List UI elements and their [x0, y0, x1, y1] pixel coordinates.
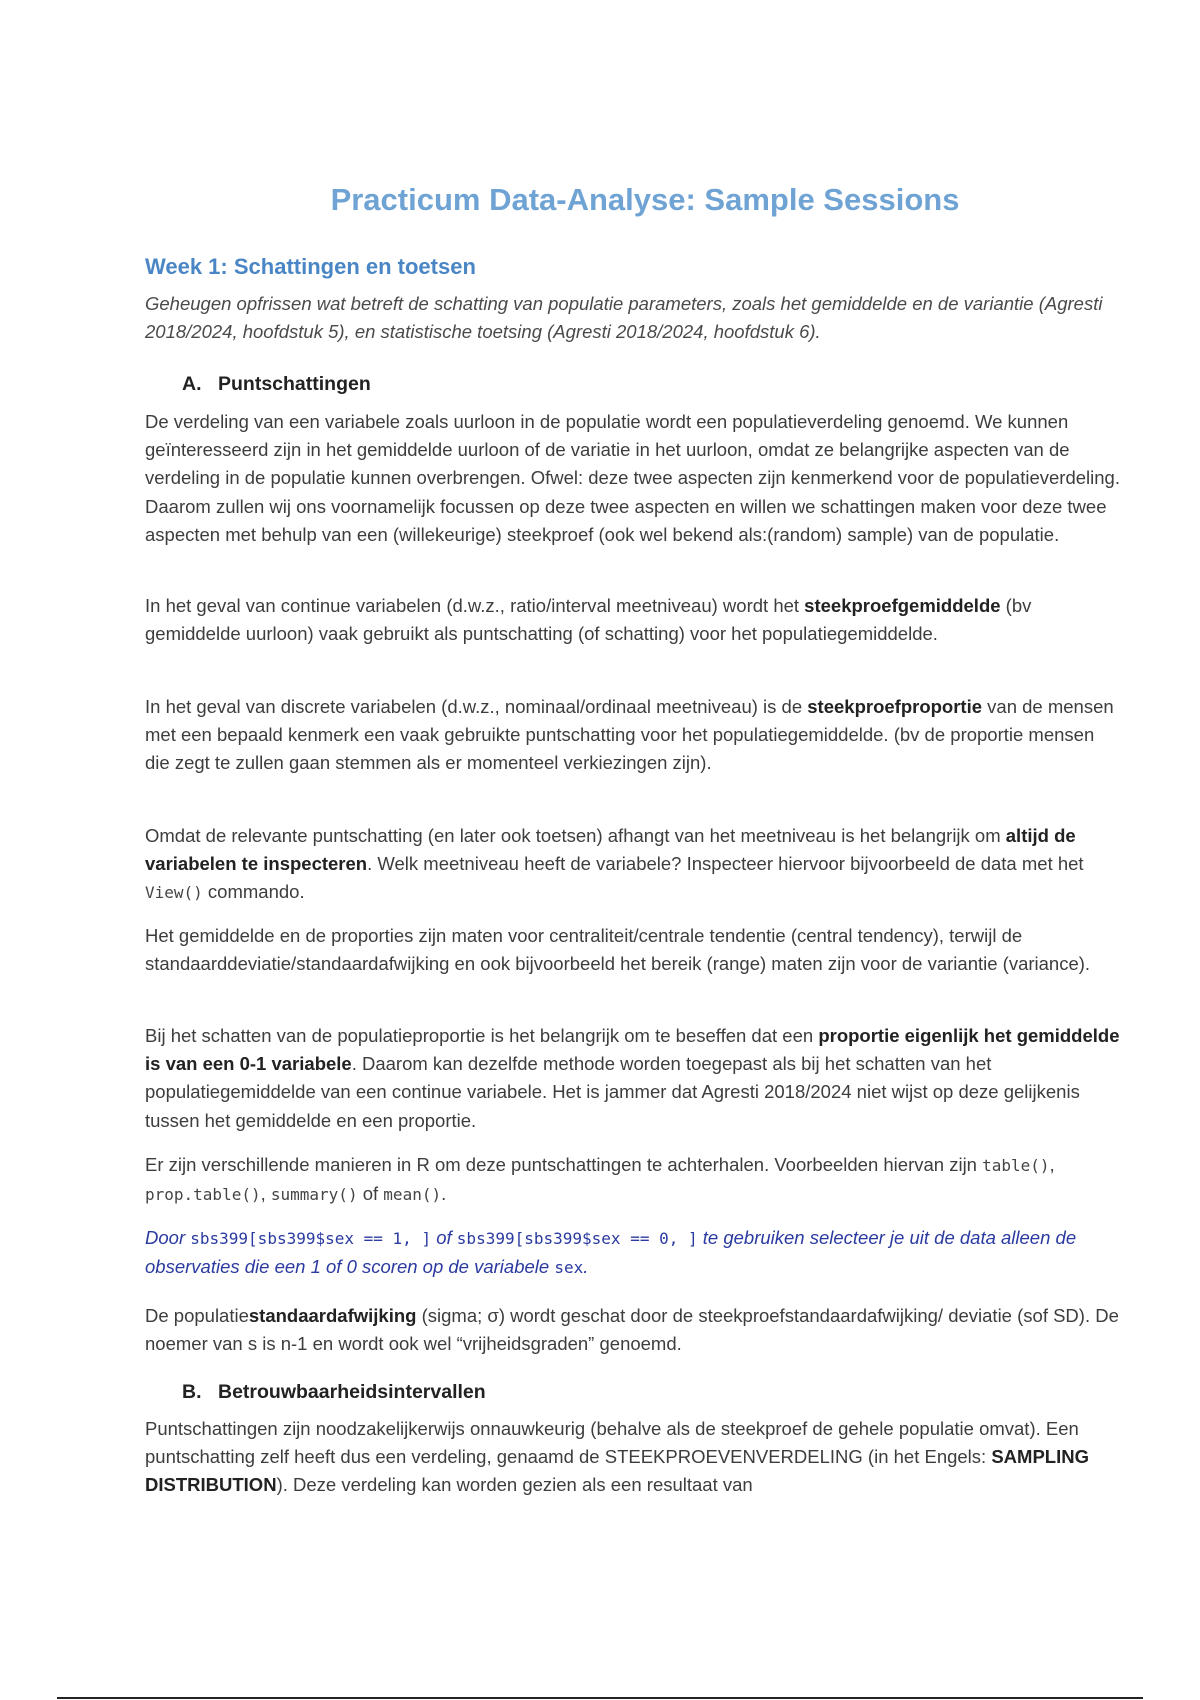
paragraph-central-tendency: Het gemiddelde en de proporties zijn maten voor centraliteit/centrale tendentie (central tendency), terwijl de standaarddeviatie/standaardafwijking en ook bijvoorbeeld het bereik (range) maten zijn voor de variantie (variance). [145, 925, 1091, 975]
week-heading: Week 1: Schattingen en toetsen [145, 254, 476, 279]
text: De populatie [145, 1305, 249, 1326]
text: commando. [202, 881, 305, 903]
text: Bij het schatten van de populatieproportie is het belangrijk om te beseffen dat een [145, 1025, 819, 1046]
paragraph-continuous-variables [145, 592, 1120, 648]
text: Puntschattingen zijn noodzakelijkerwijs onnauwkeurig (behalve als de steekproef de gehele populatie omvat). Een puntschatting zelf heeft dus een verdeling, genaamd de STEEKPROEVENVERDELING (in het Engels: [145, 1418, 1079, 1468]
page-bottom-rule [57, 1697, 1143, 1699]
bold-term: SAMPLING DISTRIBUTION [145, 1446, 1089, 1496]
text: , [1049, 1154, 1055, 1175]
text: (bv gemiddelde uurloon) vaak gebruikt als puntschatting (of schatting) voor het populatiegemiddelde. [145, 595, 1032, 645]
text: (sigma; σ) wordt geschat door de steekproefstandaardafwijking/ deviatie (sof SD). De noemer van s is n-1 en wordt ook wel “vrijheidsgraden” genoemd. [145, 1305, 1119, 1355]
text: . Welk meetniveau heeft de variabele? Inspecteer hiervoor bijvoorbeeld de data met het [367, 853, 1084, 875]
bold-term: altijd de variabelen te inspecteren [145, 825, 1076, 875]
paragraph-sampling-distribution [145, 1415, 1120, 1500]
bold-term: steekproefproportie [807, 696, 983, 717]
code-summary: summary() [270, 1185, 358, 1205]
text: of [431, 1227, 457, 1248]
code-mean: mean() [383, 1185, 442, 1205]
text: of [357, 1183, 384, 1205]
section-b-title: Betrouwbaarheidsintervallen [218, 1381, 486, 1403]
text: . [583, 1256, 589, 1278]
section-a-title: Puntschattingen [218, 373, 371, 395]
bold-term: proportie eigenlijk het gemiddelde is van een 0-1 variabele [145, 1025, 1120, 1075]
text: Door [145, 1227, 191, 1248]
text: . [441, 1183, 447, 1205]
document-title: Practicum Data-Analyse: Sample Sessions [330, 182, 960, 217]
text: Omdat de relevante puntschatting (en later ook toetsen) afhangt van het meetniveau is het belangrijk om [145, 825, 1006, 846]
paragraph-inspect-variables [145, 822, 1120, 908]
code-subset-0: sbs399[sbs399$sex == 0, ] [456, 1229, 698, 1248]
paragraph-r-functions [145, 1151, 1120, 1209]
code-subset-1: sbs399[sbs399$sex == 1, ] [190, 1229, 432, 1248]
text: In het geval van continue variabelen (d.w.z., ratio/interval meetniveau) wordt het [145, 595, 805, 616]
note-subset-data [145, 1224, 1120, 1282]
text: In het geval van discrete variabelen (d.w.z., nominaal/ordinaal meetniveau) is de [145, 696, 808, 717]
text: van de mensen met een bepaald kenmerk een vaak gebruikte puntschatting voor het populatiegemiddelde. (bv de proportie mensen die zegt te zullen gaan stemmen als er momenteel verkiezingen zijn). [145, 696, 1114, 774]
intro-paragraph: Geheugen opfrissen wat betreft de schatting van populatie parameters, zoals het gemiddelde en de variantie (Agresti 2018/2024, hoofdstuk 5), en statistische toetsing (Agresti 2018/2024, hoofdstuk 6). [145, 293, 1103, 342]
section-a-letter: A. [182, 373, 202, 395]
text: ). Deze verdeling kan worden gezien als een resultaat van [276, 1474, 753, 1496]
code-sex: sex [554, 1258, 584, 1278]
bold-term: standaardafwijking [248, 1305, 417, 1326]
text: . Daarom kan dezelfde methode worden toegepast als bij het schatten van het populatiegemiddelde van een continue variabele. Het is jammer dat Agresti 2018/2024 niet wijst op deze gelijkenis tussen het gemiddelde en een proportie. [145, 1053, 1080, 1131]
section-b-letter: B. [182, 1381, 202, 1403]
text: Er zijn verschillende manieren in R om deze puntschattingen te achterhalen. Voorbeelden hiervan zijn [145, 1154, 983, 1175]
text: te gebruiken selecteer je uit de data alleen de observaties die een 1 of 0 scoren op de variabele [145, 1227, 1077, 1278]
section-a-heading [182, 373, 371, 396]
paragraph-discrete-variables [145, 693, 1120, 778]
bold-term: steekproefgemiddelde [804, 595, 1001, 616]
paragraph-proportion [145, 1022, 1120, 1135]
paragraph-population-distribution: De verdeling van een variabele zoals uurloon in de populatie wordt een populatieverdeling genoemd. We kunnen geïnteresseerd zijn in het gemiddelde uurloon of de variatie in het uurloon, omdat ze belangrijke aspecten van de verdeling in de populatie kunnen overbrengen. Ofwel: deze twee aspecten zijn kenmerkend voor de populatieverdeling. Daarom zullen wij ons voornamelijk focussen op deze twee aspecten en willen we schattingen maken voor deze twee aspecten met behulp van een (willekeurige) steekproef (ook wel bekend als:(random) sample) van de populatie. [145, 411, 1120, 545]
paragraph-standard-deviation [145, 1302, 1120, 1358]
code-prop-table: prop.table() [145, 1185, 261, 1205]
section-b-heading [182, 1381, 486, 1404]
text: , [260, 1183, 271, 1205]
code-view: View() [145, 883, 203, 903]
code-table: table() [982, 1156, 1050, 1175]
